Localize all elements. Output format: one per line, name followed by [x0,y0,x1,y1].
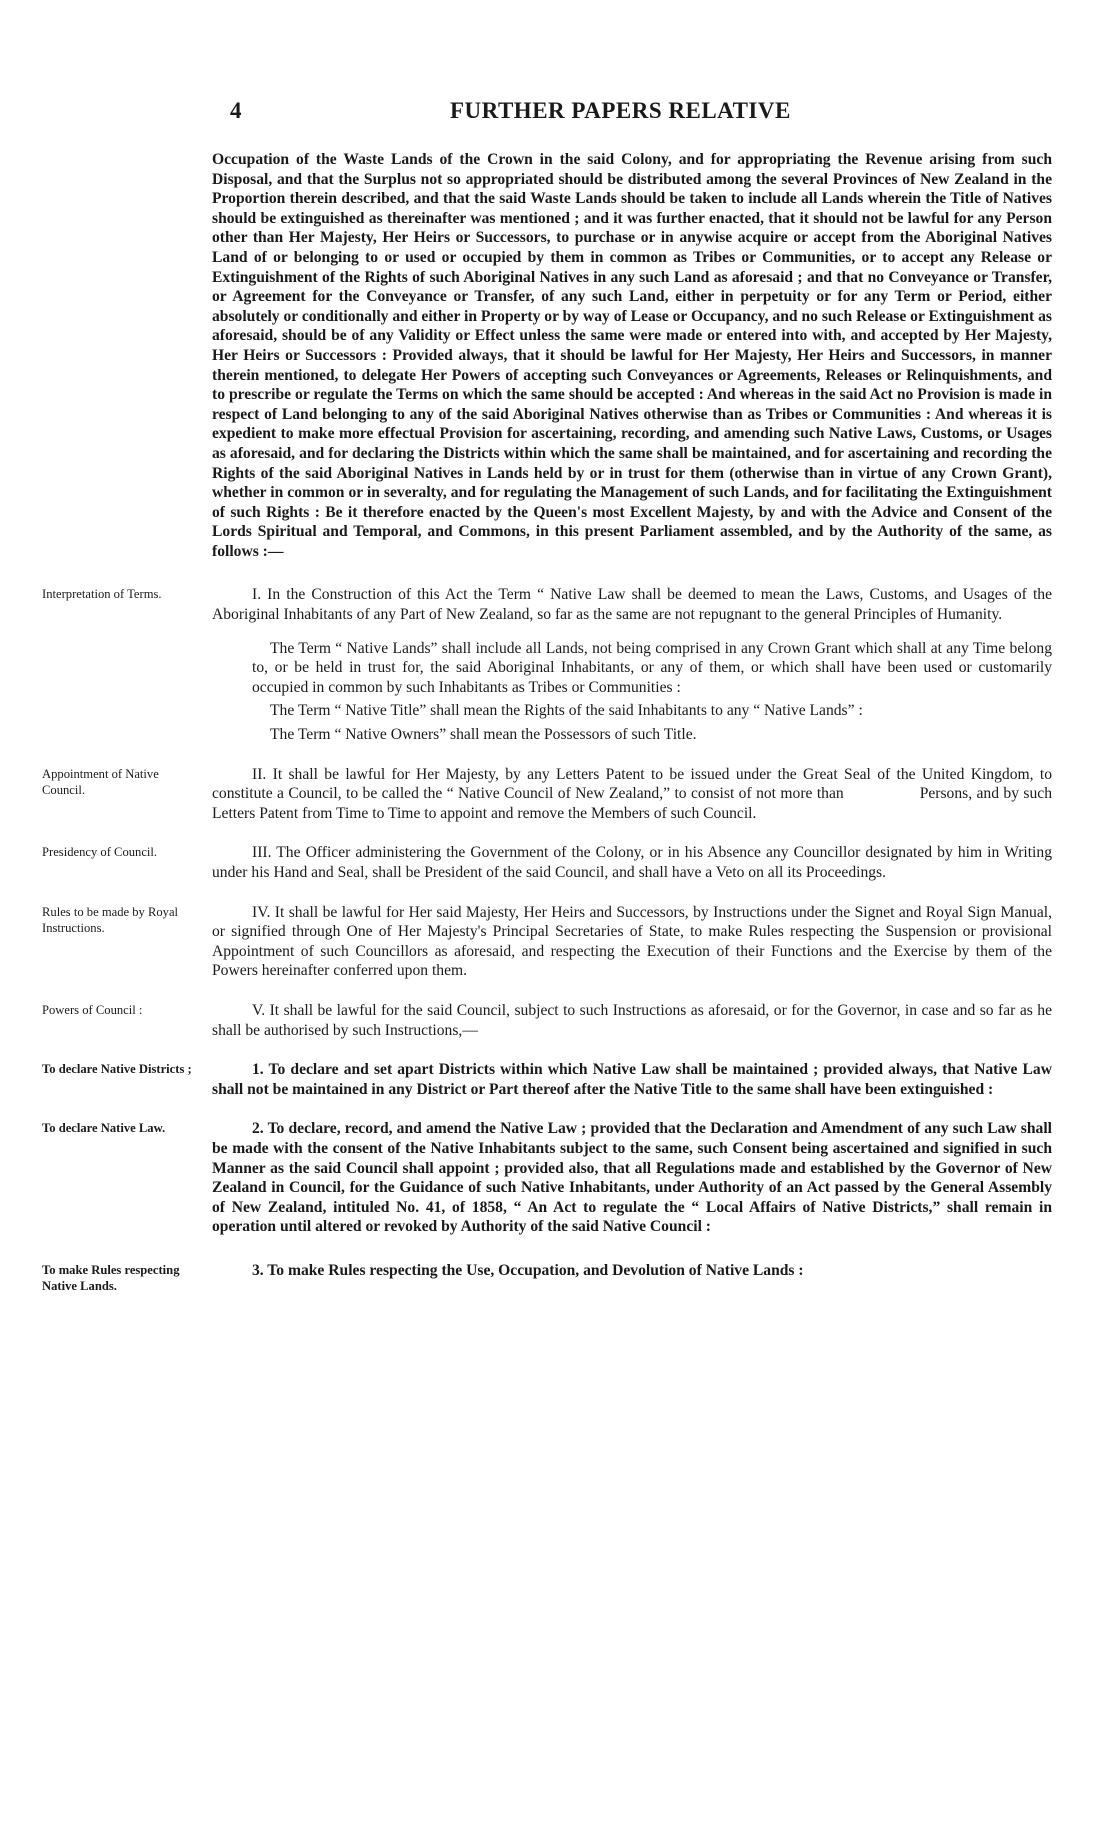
side-note-rules: Rules to be made by Royal Instructions. [42,904,179,935]
power-3 [42,1261,1052,1293]
section-5 [42,1001,1052,1040]
side-note-native-law: To declare Native Law. [42,1121,166,1136]
document-body [42,150,1052,1293]
section-2 [42,765,1052,824]
definition-native-lands: The Term “ Native Lands” shall include all Lands, not being comprised in any Crown Grant which shall at any Time belong to, or be held in trust for, the said Aboriginal Inhabitants, or any of them, or which shall have been used or customarily occupied in common by such Inhabitants as Tribes or Communities : [252,639,1052,696]
side-note-appointment: Appointment of Native Council. [42,766,159,797]
power-2 [42,1119,1052,1237]
section-3-text: III. The Officer administering the Government of the Colony, or in his Absence any Councillor designated by him in Writing under his Hand and Seal, shall be President of the said Council, and shall have a Veto on all its Proceedings. [212,844,1052,881]
side-note-interpretation: Interpretation of Terms. [42,587,162,602]
page-header [0,98,1114,132]
section-3 [42,843,1052,882]
power-1-text: 1. To declare and set apart Districts within which Native Law shall be maintained ; provided always, that Native Law shall not be maintained in any District or Part thereof after the Native Title to the same shall have been extinguished : [212,1061,1052,1098]
definition-native-owners: The Term “ Native Owners” shall mean the Possessors of such Title. [270,726,697,744]
section-2-text-b: Persons, and by such Letters Patent from Time to Time to appoint and remove the Members of such Council. [212,785,1052,822]
section-1 [42,585,1052,744]
preamble-paragraph: Occupation of the Waste Lands of the Crown in the said Colony, and for appropriating the Revenue arising from such Disposal, and that the Surplus not so appropriated should be distributed among the several Provinces of New Zealand in the Proportion therein described, and that the said Waste Lands should be taken to include all Lands wherein the Title of Natives should be extinguished as thereinafter was mentioned ; and it was further enacted, that it should not be lawful for any Person other than Her Majesty, Her Heirs or Successors, to purchase or in anywise acquire or accept from the Aboriginal Natives Land of or belonging to or used or occupied by them in common as Tribes or Communities, or to accept any Release or Extinguishment of the Rights of such Aboriginal Natives in any such Land as aforesaid ; and that no Conveyance or Transfer, or Agreement for the Conveyance or Transfer, of any such Land, either in perpetuity or for any Term or Period, either absolutely or conditionally and either in Property or by way of Lease or Occupancy, and no such Release or Extinguishment as aforesaid, should be of any Validity or Effect unless the same were made or entered into with, and accepted by Her Majesty, Her Heirs or Successors : Provided always, that it should be lawful for Her Majesty, Her Heirs and Successors, in manner therein mentioned, to delegate Her Powers of accepting such Conveyances or Agreements, Releases or Relinquishments, and to prescribe or regulate the Terms on which the same should be accepted : And whereas in the said Act no Provision is made in respect of Land belonging to any of the said Aboriginal Natives otherwise than as Tribes or Communities : And whereas it is expedient to make more effectual Provision for ascertaining, recording, and amending such Native Laws, Customs, or Usages as aforesaid, and for declaring the Districts within which the same shall be maintained, and for ascertaining and recording the Rights of the said Aboriginal Natives in Lands held by or in trust for them (otherwise than in virtue of any Crown Grant), whether in common or in severalty, and for regulating the Management of such Lands, and for facilitating the Extinguishment of such Rights : Be it therefore enacted by the Queen's most Excellent Majesty, by and with the Advice and Consent of the Lords Spiritual and Temporal, and Commons, in this present Parliament assembled, and by the Authority of the same, as follows :— [212,151,1052,560]
section-4 [42,903,1052,981]
definition-native-title: The Term “ Native Title” shall mean the Rights of the said Inhabitants to any “ Native Lands” : [270,702,863,720]
section-5-text: V. It shall be lawful for the said Council, subject to such Instructions as aforesaid, or for the Governor, in case and so far as he shall be authorised by such Instructions,— [212,1001,1052,1039]
page-number: 4 [230,98,242,123]
side-note-native-districts: To declare Native Districts ; [42,1062,192,1077]
side-note-native-lands: To make Rules respecting Native Lands. [42,1262,180,1293]
side-note-presidency: Presidency of Council. [42,845,158,860]
running-head: FURTHER PAPERS RELATIVE [450,98,791,123]
power-3-text: 3. To make Rules respecting the Use, Occupation, and Devolution of Native Lands : [252,1261,804,1279]
section-2-text-a: II. It shall be lawful for Her Majesty, by any Letters Patent to be issued under the Great Seal of the United Kingdom, to constitute a Council, to be called the “ Native Council of New Zealand,” to consist of not more than [212,765,1052,803]
side-note-powers: Powers of Council : [42,1002,143,1017]
definitions-block [252,639,1052,745]
power-2-text: 2. To declare, record, and amend the Native Law ; provided that the Declaration and Amendment of any such Law shall be made with the consent of the Native Inhabitants subject to the same, such Consent being ascertained and signified in such Manner as the said Council shall appoint ; provided also, that all Regulations made and established by the Governor of New Zealand in Council, for the Guidance of such Native Inhabitants, under Authority of an Act passed by the General Assembly of New Zealand, intituled No. 41, of 1858, “ An Act to regulate the “ Local Affairs of Native Districts,” shall remain in operation until altered or revoked by Authority of the said Native Council : [212,1120,1052,1236]
section-1-text: I. In the Construction of this Act the Term “ Native Law shall be deemed to mean the Laws, Customs, and Usages of the Aboriginal Inhabitants of any Part of New Zealand, so far as the same are not repugnant to the general Principles of Humanity. [212,586,1052,624]
power-1 [42,1060,1052,1099]
section-4-text: IV. It shall be lawful for Her said Majesty, Her Heirs and Successors, by Instructions under the Signet and Royal Sign Manual, or signified through One of Her Majesty's Principal Secretaries of State, to make Rules respecting the Suspension or provisional Appointment of such Councillors as aforesaid, and respecting the Execution of their Functions and the Exercise by them of the Powers hereinafter conferred upon them. [212,903,1052,980]
section-2-text [212,765,1052,824]
